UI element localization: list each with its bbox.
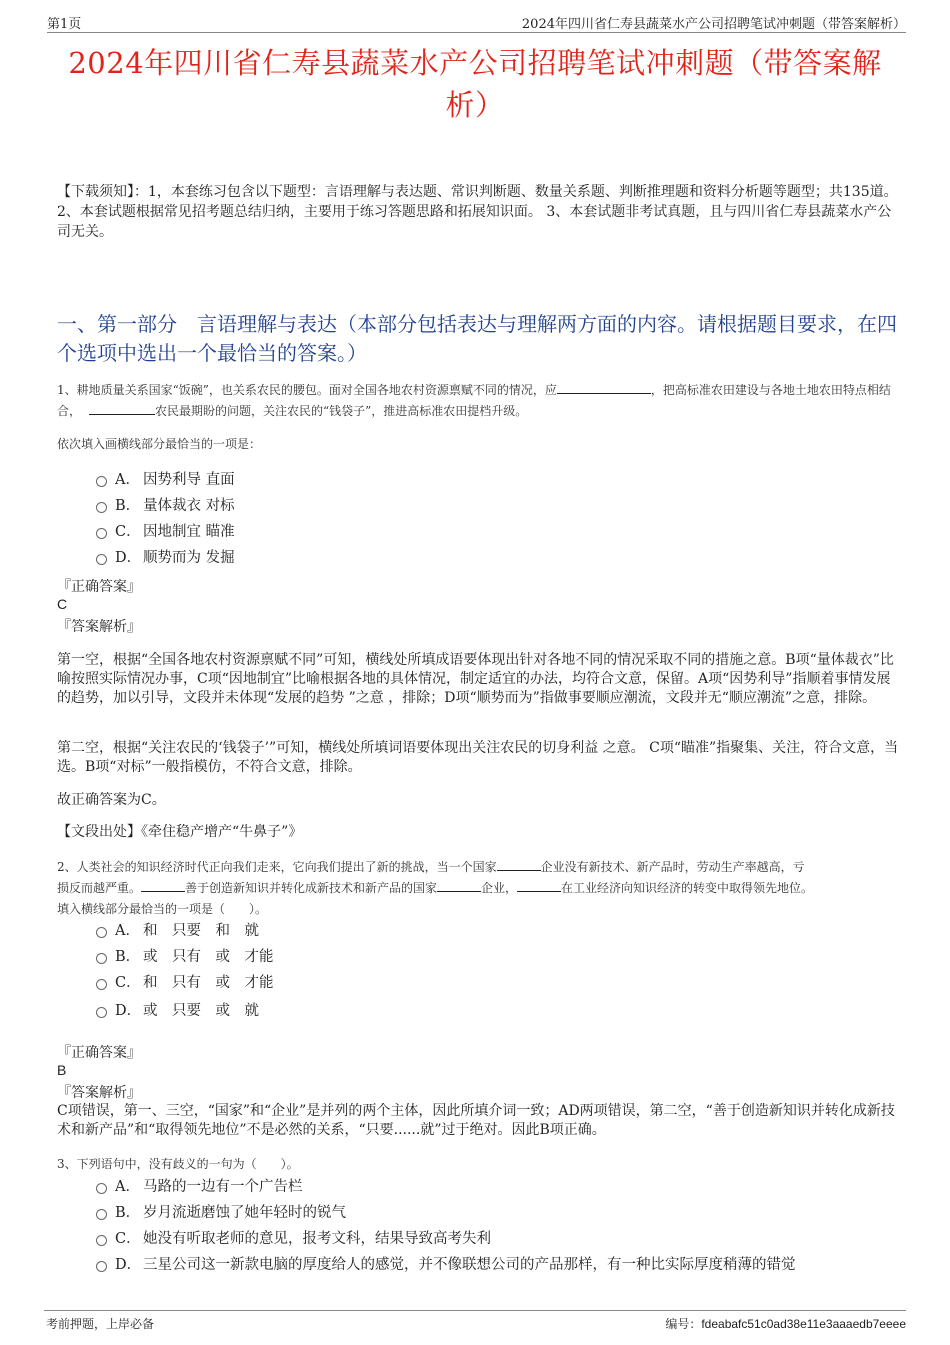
q2-analysis-paragraph: C项错误，第一、三空，“国家”和“企业”是并列的两个主体，因此所填介词一致；AD两项错误，第二空，“善于创造新知识并转化成新技术和新产品”和“取得领先地位”不是必然的关系，“只要......就”过于绝对。因此B项正确。 (57, 1103, 895, 1138)
q1-analysis-paragraph: 第二空，根据“关注农民的‘钱袋子’”可知，横线处所填词语要体现出关注农民的切身利益 之意。 C项“瞄准”指聚集、关注，符合文意，当选。B项“对标”一般指模仿，不符合文意，排除。 (57, 740, 899, 775)
footer-serial-code: fdeabafc51c0ad38e11e3aaaedb7eeee (701, 1317, 906, 1331)
q1-stem-part: 1、耕地质量关系国家“饭碗”，也关系农民的腰包。面对全国各地农村资源禀赋不同的情况，应 (57, 383, 557, 397)
q3-option-c[interactable] (96, 1229, 491, 1249)
download-notice: 【下载须知】：1，本套练习包含以下题型：言语理解与表达题、常识判断题、数量关系题、判断推理题和资料分析题等题型；共135道。 2、本套试题根据常见招考题总结归纳，主要用于练习答题思路和拓展知识面。 3、本套试题非考试真题，且与四川省仁寿县蔬菜水产公司无关。 (57, 184, 898, 240)
option-letter: A． (115, 472, 140, 488)
fill-blank (89, 402, 155, 415)
q2-stem-part: 善于创造新知识并转化成新技术和新产品的国家 (185, 881, 438, 895)
page-footer (44, 1310, 906, 1331)
radio-button-icon[interactable] (96, 554, 107, 565)
question-3-stem: 3、下列语句中，没有歧义的一句为（ ）。 (57, 1157, 299, 1171)
option-letter: C． (115, 975, 141, 991)
q3-option-a[interactable] (96, 1177, 303, 1197)
section-heading: 一、第一部分 言语理解与表达（本部分包括表达与理解两方面的内容。请根据题目要求，在四个选项中选出一个最恰当的答案。） (57, 312, 897, 365)
q2-stem-part: 2、人类社会的知识经济时代正向我们走来，它向我们提出了新的挑战，当一个国家 (57, 860, 497, 874)
q2-stem-part: 在工业经济向知识经济的转变中取得领先地位。 (561, 881, 814, 895)
q1-explanation-label: 『答案解析』 (57, 619, 141, 635)
q2-option-c[interactable] (96, 973, 274, 993)
q1-option-a[interactable] (96, 470, 235, 490)
q1-analysis-paragraph: 第一空，根据“全国各地农村资源禀赋不同”可知，横线处所填成语要体现出针对各地不同的情况采取不同的措施之意。B项“量体裁衣”比喻按照实际情况办事，C项“因地制宜”比喻根据各地的具体情况，制定适宜的办法，均符合文意，保留。A项“因势利导”指顺着事情发展的趋势，加以引导，文段并未体现“发展的趋势 ”之意 ，排除；D项“顺势而为”指做事要顺应潮流，文段并无“顺应潮流”之意，排除。 (57, 652, 894, 706)
radio-button-icon[interactable] (96, 476, 107, 487)
page-header (47, 10, 906, 33)
option-letter: C． (115, 1231, 141, 1247)
option-letter: A． (115, 923, 140, 939)
q3-option-d[interactable] (96, 1255, 796, 1275)
q2-stem-part: 损反而越严重。 (57, 881, 142, 895)
q2-explanation-label: 『答案解析』 (57, 1085, 141, 1101)
fill-blank (437, 879, 481, 892)
option-text: 或 只要 或 就 (143, 1003, 259, 1019)
radio-button-icon[interactable] (96, 1007, 107, 1018)
fill-blank (517, 879, 561, 892)
option-letter: B． (115, 1205, 141, 1221)
option-text: 和 只有 或 才能 (143, 975, 274, 991)
option-text: 或 只有 或 才能 (143, 949, 274, 965)
q2-option-b[interactable] (96, 947, 274, 967)
option-text: 顺势而为 发掘 (143, 550, 235, 566)
fill-blank (497, 858, 541, 871)
question-1-prompt: 依次填入画横线部分最恰当的一项是： (57, 437, 262, 451)
radio-button-icon[interactable] (96, 1235, 107, 1246)
radio-button-icon[interactable] (96, 528, 107, 539)
option-text: 三星公司这一新款电脑的厚度给人的感觉，并不像联想公司的产品那样，有一种比实际厚度稍薄的错觉 (143, 1257, 796, 1273)
q2-prompt: 填入横线部分最恰当的一项是（ ）。 (57, 902, 268, 916)
radio-button-icon[interactable] (96, 1261, 107, 1272)
q1-option-d[interactable] (96, 548, 235, 568)
option-letter: C． (115, 524, 141, 540)
q2-option-a[interactable] (96, 921, 259, 941)
option-letter: A． (115, 1179, 140, 1195)
q2-option-d[interactable] (96, 1001, 259, 1021)
q2-answer: B (57, 1062, 67, 1078)
radio-button-icon[interactable] (96, 927, 107, 938)
option-letter: B． (115, 498, 141, 514)
option-text: 和 只要 和 就 (143, 923, 259, 939)
option-text: 岁月流逝磨蚀了她年轻时的锐气 (143, 1205, 346, 1221)
option-letter: D． (115, 1003, 142, 1019)
footer-serial (665, 1315, 906, 1332)
fill-blank (141, 879, 185, 892)
option-letter: D． (115, 1257, 142, 1273)
option-text: 马路的一边有一个广告栏 (143, 1179, 303, 1195)
q1-option-b[interactable] (96, 496, 235, 516)
q2-correct-answer-label: 『正确答案』 (57, 1045, 141, 1061)
option-letter: D． (115, 550, 142, 566)
radio-button-icon[interactable] (96, 1209, 107, 1220)
footer-slogan: 考前押题，上岸必备 (46, 1317, 155, 1331)
question-1-stem (57, 380, 902, 422)
option-text: 因势利导 直面 (143, 472, 235, 488)
option-letter: B． (115, 949, 141, 965)
page-title: 2024年四川省仁寿县蔬菜水产公司招聘笔试冲刺题（带答案解析） (68, 46, 882, 122)
option-text: 因地制宜 瞄准 (143, 524, 235, 540)
q1-correct-answer-label: 『正确答案』 (57, 579, 141, 595)
header-doc-title: 2024年四川省仁寿县蔬菜水产公司招聘笔试冲刺题（带答案解析） (521, 17, 906, 32)
q1-answer: C (57, 596, 68, 612)
q1-conclusion: 故正确答案为C。 (57, 792, 166, 808)
q1-stem-part: 农民最期盼的问题，关注农民的“钱袋子”，推进高标准农田提档升级。 (155, 404, 528, 418)
q2-stem-part: 企业没有新技术、新产品时，劳动生产率越高，亏 (540, 860, 805, 874)
radio-button-icon[interactable] (96, 979, 107, 990)
q1-source: 【文段出处】《牵住稳产增产“牛鼻子”》 (57, 824, 303, 840)
page-number: 第1页 (47, 17, 82, 32)
fill-blank (557, 381, 651, 394)
option-text: 量体裁衣 对标 (143, 498, 235, 514)
radio-button-icon[interactable] (96, 1183, 107, 1194)
radio-button-icon[interactable] (96, 502, 107, 513)
q1-stem-part: ，把高标准农田建设与各地土地农田特点相结合， (57, 383, 891, 418)
option-text: 她没有听取老师的意见，报考文科，结果导致高考失利 (143, 1231, 491, 1247)
footer-serial-label: 编号： (665, 1317, 702, 1331)
question-2-stem (57, 857, 902, 920)
radio-button-icon[interactable] (96, 953, 107, 964)
q3-option-b[interactable] (96, 1203, 346, 1223)
q2-stem-part: 企业， (481, 881, 518, 895)
q1-option-c[interactable] (96, 522, 235, 542)
